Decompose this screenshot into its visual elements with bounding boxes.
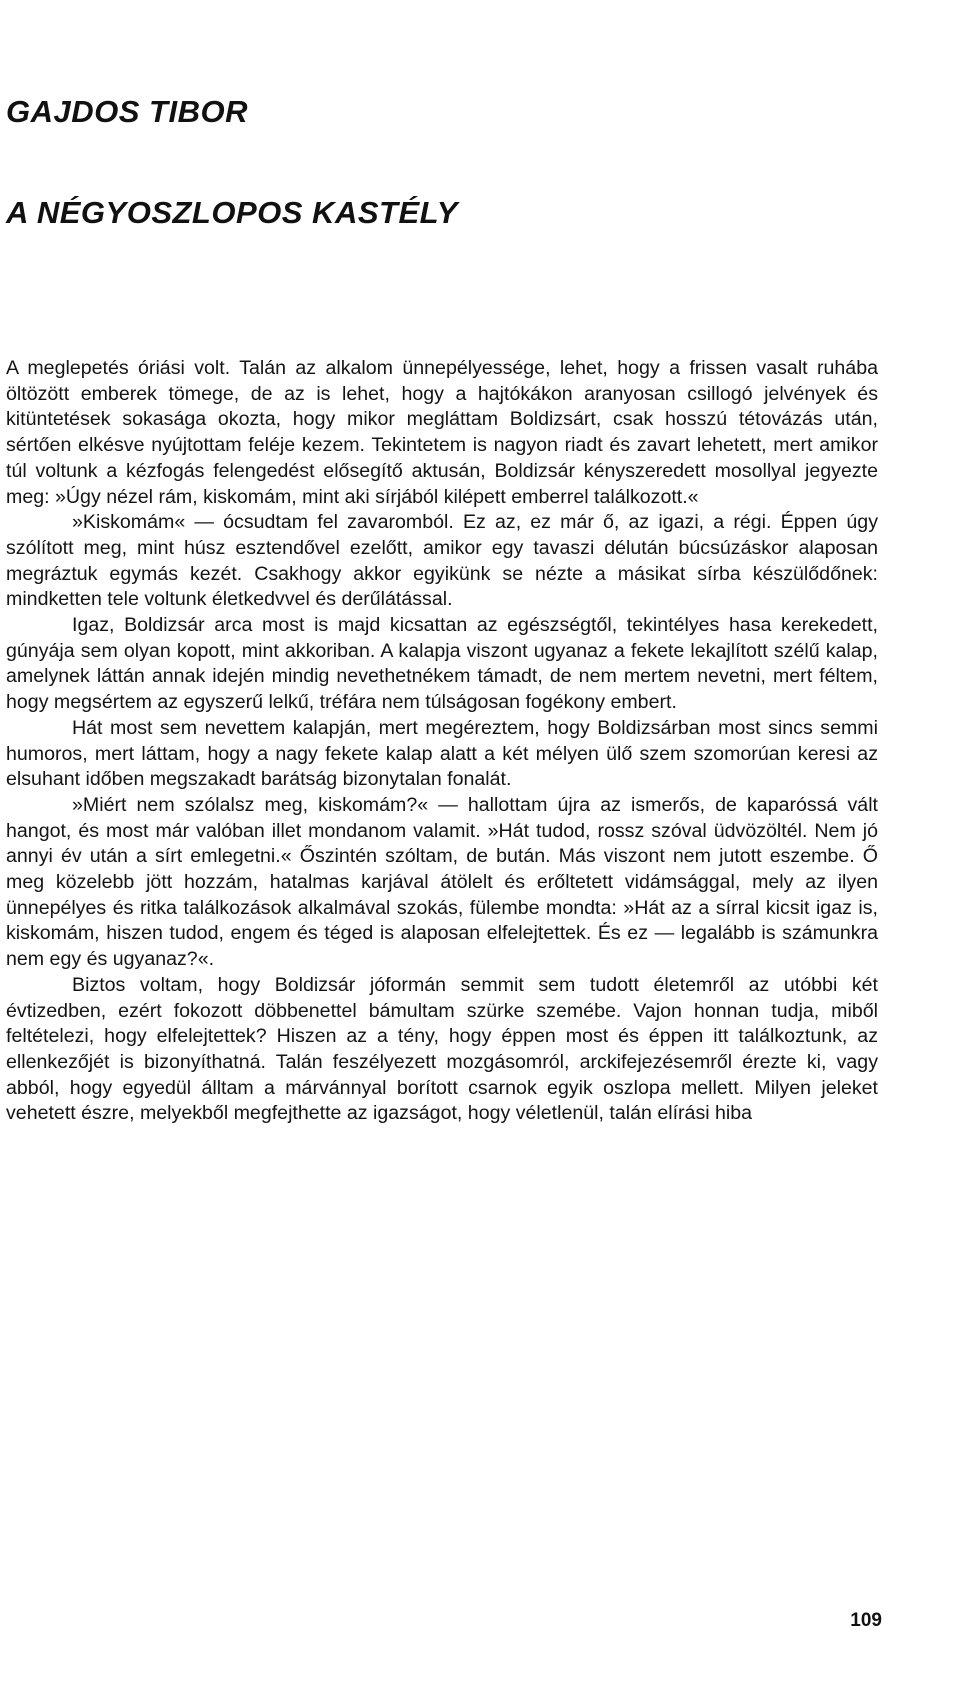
paragraph: »Kiskomám« — ócsudtam fel zavaromból. Ez az, ez már ő, az igazi, a régi. Éppen úgy szólított meg, mint húsz esztendővel ezelőtt, amikor egy tavaszi délután búcsúzáskor alaposan megráztuk egymás kezét. Csakhogy akkor egyikünk se nézte a másikat sírba készülődőnek: mindketten tele voltunk életkedvvel és derűlátással. — [6, 511, 878, 611]
story-body — [6, 356, 878, 1127]
paragraph: A meglepetés óriási volt. Talán az alkalom ünnepélyessége, lehet, hogy a frissen vasalt ruhába öltözött emberek tömege, de az is lehet, hogy a hajtókákon aranyosan csillogó jelvények és kitüntetések sokasága okozta, hogy mikor megláttam Boldizsárt, csak hosszú tétovázás után, sértően elkésve nyújtottam feléje kezem. Tekintetem is nagyon riadt és zavart lehetett, mert amikor túl voltunk a kézfogás felengedést elősegítő aktusán, Boldizsár kényszeredett mosollyal jegyezte meg: »Úgy nézel rám, kiskomám, mint aki sírjából kilépett emberrel találkozott.« — [6, 357, 878, 508]
paragraph: Biztos voltam, hogy Boldizsár jóformán semmit sem tudott életemről az utóbbi két évtizedben, ezért fokozott döbbenettel bámultam szürke szemébe. Vajon honnan tudja, miből feltételezi, hogy elfelejtettek? Hiszen az a tény, hogy éppen most és éppen itt találkoztunk, az ellenkezőjét is bizonyíthatná. Talán feszélyezett mozgásomról, arckifejezésemről érezte ki, vagy abból, hogy egyedül álltam a márvánnyal borított csarnok egyik oszlopa mellett. Milyen jeleket vehetett észre, melyekből megfejthette az igazságot, hogy véletlenül, talán elírási hiba — [6, 973, 878, 1125]
paragraph: Igaz, Boldizsár arca most is majd kicsattan az egészségtől, tekintélyes hasa kerekedett, gúnyája sem olyan kopott, mint akkoriban. A kalapja viszont ugyanaz a fekete lekajlított szélű kalap, amelynek láttán annak idején mindig nevethetnékem támadt, de nem mertem nevetni, mert féltem, hogy megsértem az egyszerű lelkű, tréfára nem túlságosan fogékony embert. — [6, 614, 878, 714]
page-number: 109 — [850, 1610, 882, 1631]
author-name: GAJDOS TIBOR — [6, 94, 248, 129]
paragraph: »Miért nem szólalsz meg, kiskomám?« — hallottam újra az ismerős, de kaparóssá vált hangot, és most már valóban illet mondanom valamit. »Hát tudod, rossz szóval üdvözöltél. Nem jó annyi év után a sírt emlegetni.« Őszintén szóltam, de bután. Más viszont nem jutott eszembe. Ő meg közelebb jött hozzám, hatalmas karjával átölelt és erőltetett vidámsággal, mely az ilyen ünnepélyes és ritka találkozások alkalmával szokás, fülembe mondta: »Hát az a sírral kicsit igaz is, kiskomám, hiszen tudod, engem és téged is alaposan elfelejtettek. És ez — legalább is számunkra nem egy és ugyanaz?«. — [6, 793, 878, 971]
paragraph: Hát most sem nevettem kalapján, mert megéreztem, hogy Boldizsárban most sincs semmi humoros, mert láttam, hogy a nagy fekete kalap alatt a két mélyen ülő szem szomorúan keresi az elsuhant időben megszakadt barátság bizonytalan fonalát. — [6, 716, 878, 791]
story-title: A NÉGYOSZLOPOS KASTÉLY — [6, 195, 458, 230]
